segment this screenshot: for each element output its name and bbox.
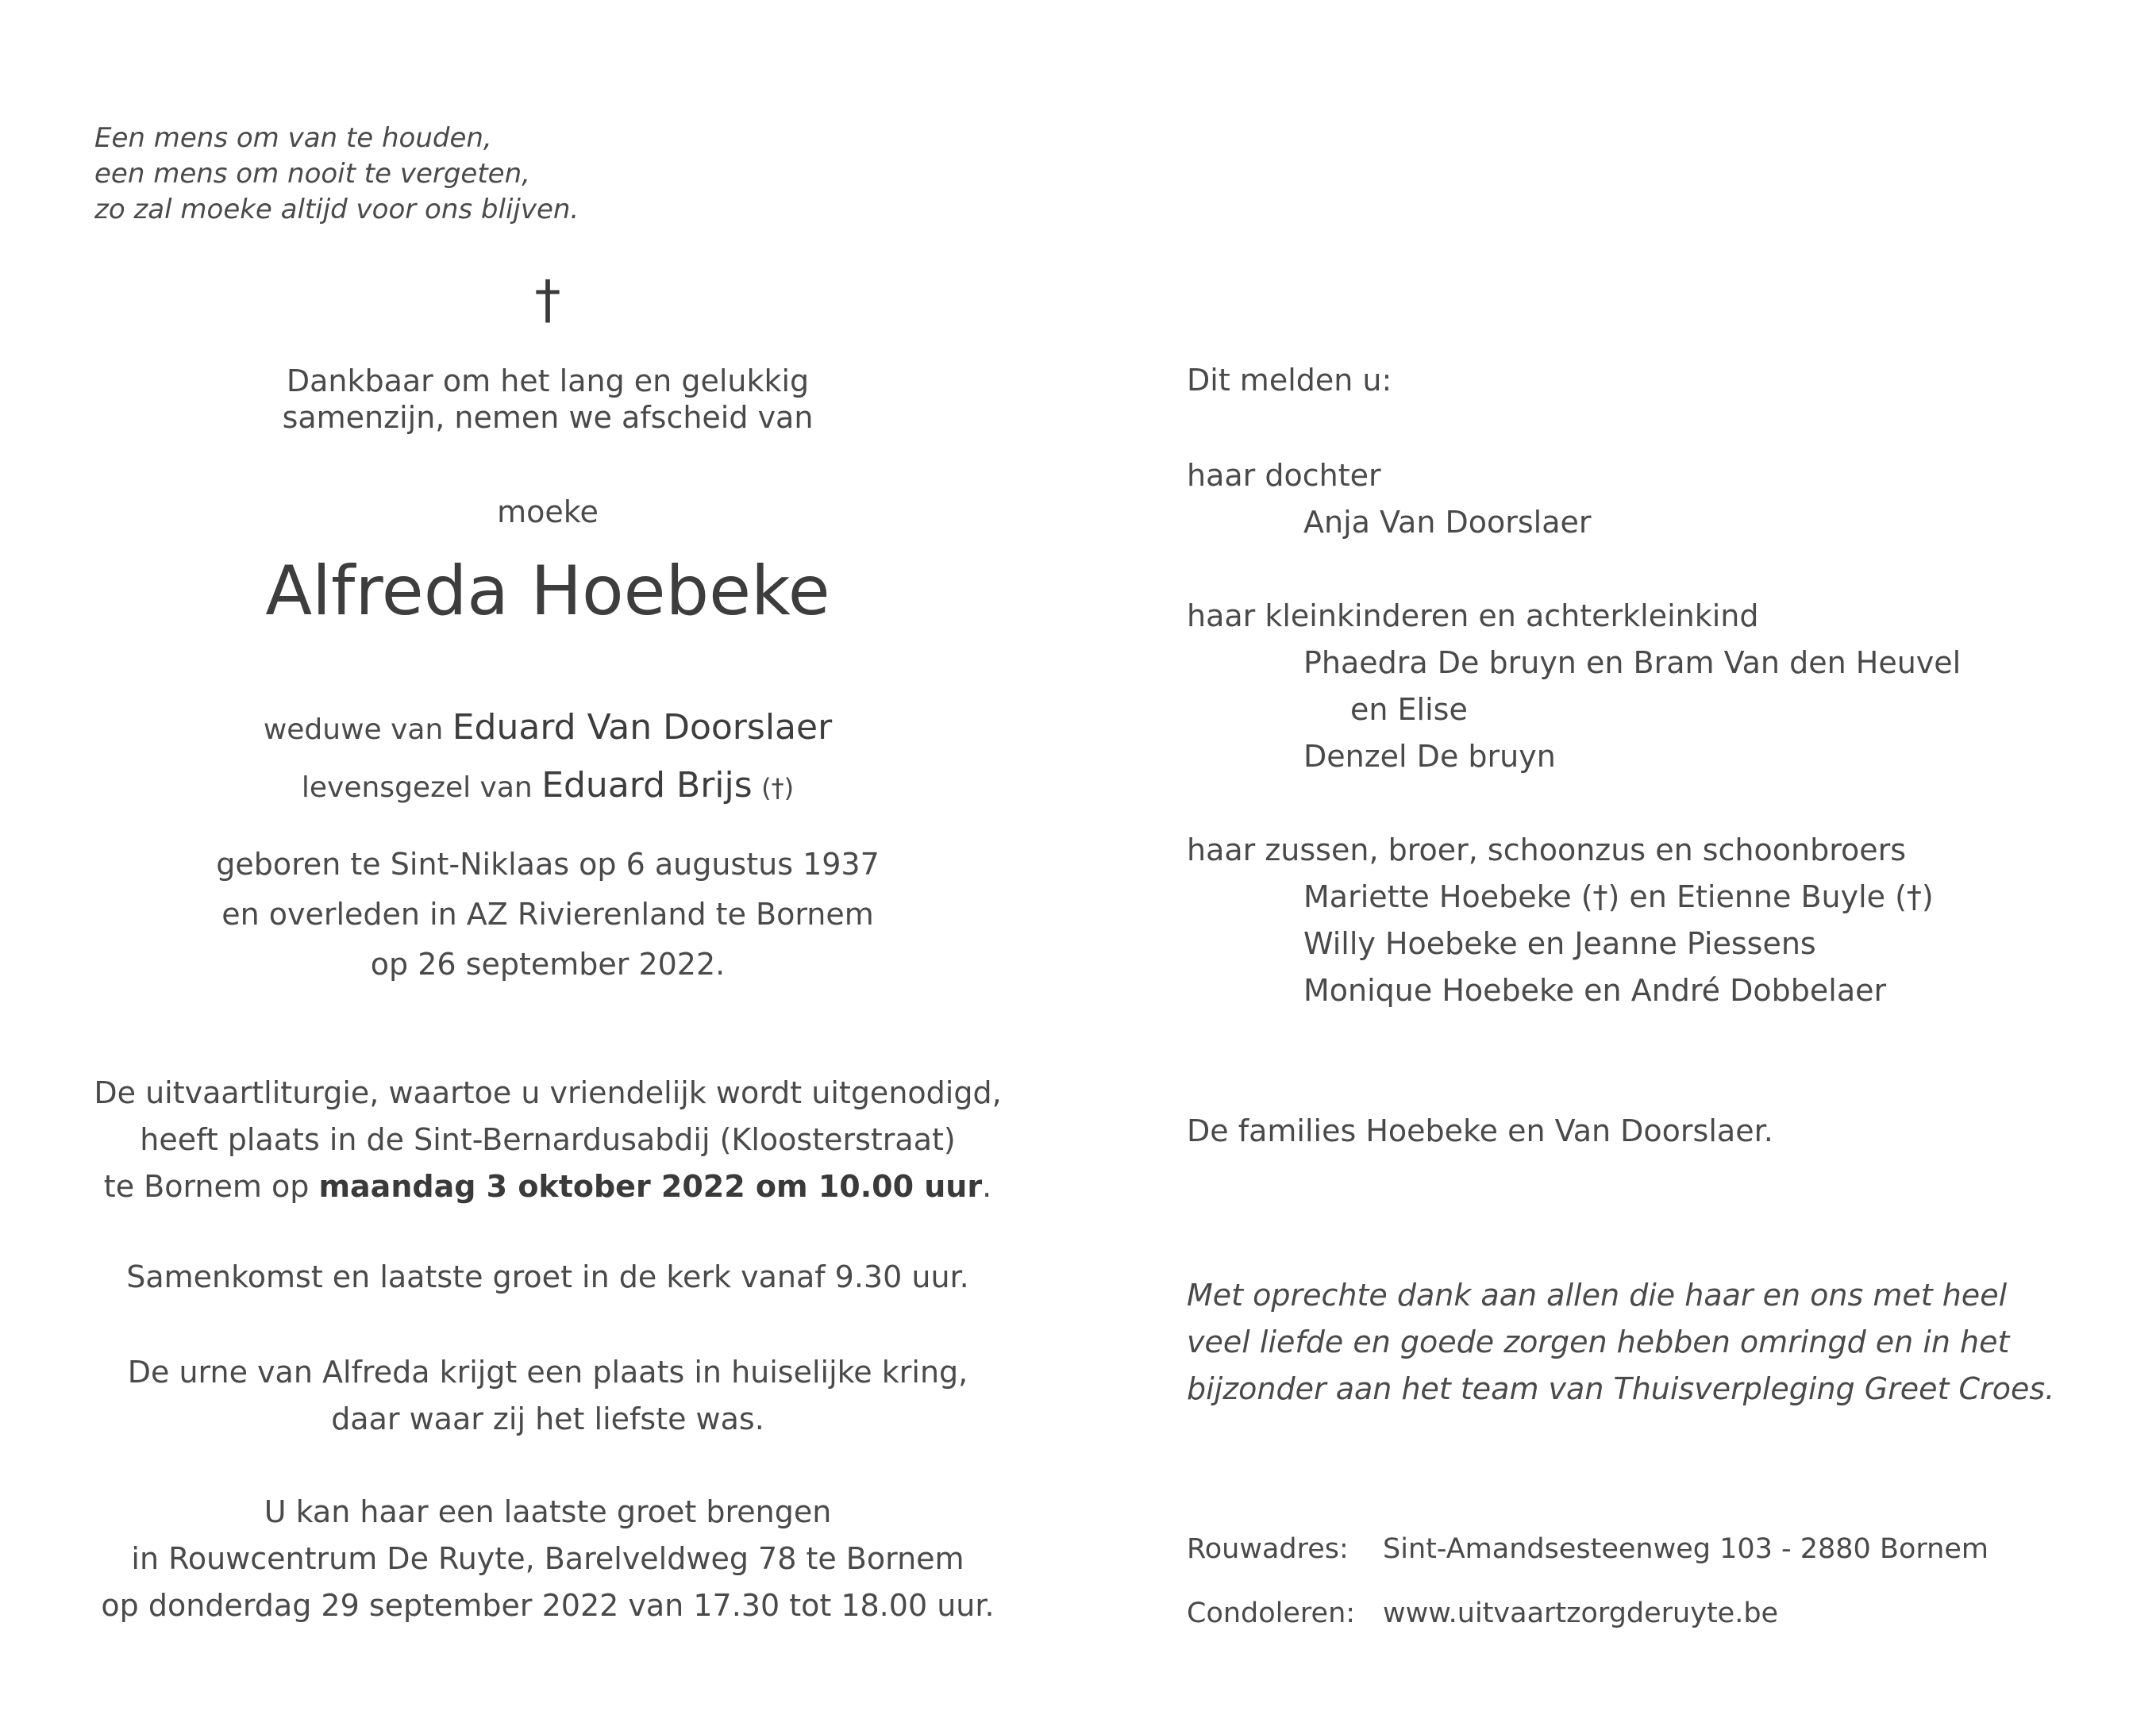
urn-info: De urne van Alfreda krijgt een plaats in huiselijke kring, daar waar zij het liefste was. <box>127 1355 968 1436</box>
siblings-label: haar zussen, broer, schoonzus en schoonbroers <box>1187 832 1907 867</box>
condolences-row <box>1187 1596 1778 1631</box>
condolences-label: Condoleren: <box>1187 1598 1356 1629</box>
opening-poem <box>94 121 579 228</box>
service-datetime: maandag 3 oktober 2022 om 10.00 uur <box>318 1169 983 1204</box>
cross-icon: † <box>534 269 561 330</box>
announcement-heading: Dit melden u: <box>1187 363 1392 398</box>
relation-title: moeke <box>497 494 599 529</box>
sibling-name: Monique Hoebeke en André Dobbelaer <box>1303 973 1887 1008</box>
partner-line: levensgezel van Eduard Brijs (†) <box>301 765 795 805</box>
right-column <box>1187 0 2123 1734</box>
grandchildren-section <box>1187 593 1961 780</box>
spouse-info <box>0 700 1095 816</box>
great-grandchild-name: en Elise <box>1350 692 1468 727</box>
partner-name: Eduard Brijs <box>541 765 753 805</box>
address-label: Rouwadres: <box>1187 1533 1349 1565</box>
address-value: Sint-Amandsesteenweg 103 - 2880 Bornem <box>1383 1533 1989 1565</box>
widow-line: weduwe van Eduard Van Doorslaer <box>263 707 833 748</box>
mourning-address <box>1187 1532 1989 1567</box>
deceased-name: Alfreda Hoebeke <box>265 552 830 631</box>
poem-line: een mens om nooit te vergeten, <box>94 158 530 190</box>
sibling-name: Mariette Hoebeke (†) en Etienne Buyle (†) <box>1303 879 1934 914</box>
grandchild-name: Phaedra De bruyn en Bram Van den Heuvel <box>1303 645 1962 680</box>
farewell-intro: Dankbaar om het lang en gelukkig samenzijn, nemen we afscheid van <box>282 363 814 435</box>
gathering-info: Samenkomst en laatste groet in de kerk vanaf 9.30 uur. <box>126 1259 969 1294</box>
families-line: De families Hoebeke en Van Doorslaer. <box>1187 1113 1773 1148</box>
poem-line: Een mens om van te houden, <box>94 122 492 154</box>
widow-of-name: Eduard Van Doorslaer <box>452 707 833 748</box>
daughter-name: Anja Van Doorslaer <box>1303 505 1592 540</box>
grandchildren-label: haar kleinkinderen en achterkleinkind <box>1187 598 1759 633</box>
thank-you-note: Met oprechte dank aan allen die haar en ons met heel veel liefde en goede zorgen hebben omringd en in het bijzonder aan het team van Thuisverpleging Greet Croes. <box>1187 1278 2055 1406</box>
funeral-service: De uitvaartliturgie, waartoe u vriendelijk wordt uitgenodigd, heeft plaats in de Sint-Bernardusabdij (Kloosterstraat) te Bornem op maandag 3 oktober 2022 om 10.00 uur. <box>94 1075 1002 1204</box>
daughter-label: haar dochter <box>1187 458 1381 493</box>
visitation-info: U kan haar een laatste groet brengen in Rouwcentrum De Ruyte, Barelveldweg 78 te Bornem op donderdag 29 september 2022 van 17.30 tot 18.00 uur. <box>101 1494 995 1623</box>
deceased-mark: (†) <box>761 773 795 803</box>
condolences-url[interactable]: www.uitvaartzorgderuyte.be <box>1383 1598 1779 1629</box>
sibling-name: Willy Hoebeke en Jeanne Piessens <box>1303 926 1816 961</box>
birth-death-info: geboren te Sint-Niklaas op 6 augustus 1937 en overleden in AZ Rivierenland te Bornem op 26 september 2022. <box>216 847 880 982</box>
poem-line: zo zal moeke altijd voor ons blijven. <box>94 194 579 225</box>
grandchild-name: Denzel De bruyn <box>1303 739 1556 774</box>
siblings-section <box>1187 827 1934 1014</box>
daughter-section <box>1187 452 1592 546</box>
